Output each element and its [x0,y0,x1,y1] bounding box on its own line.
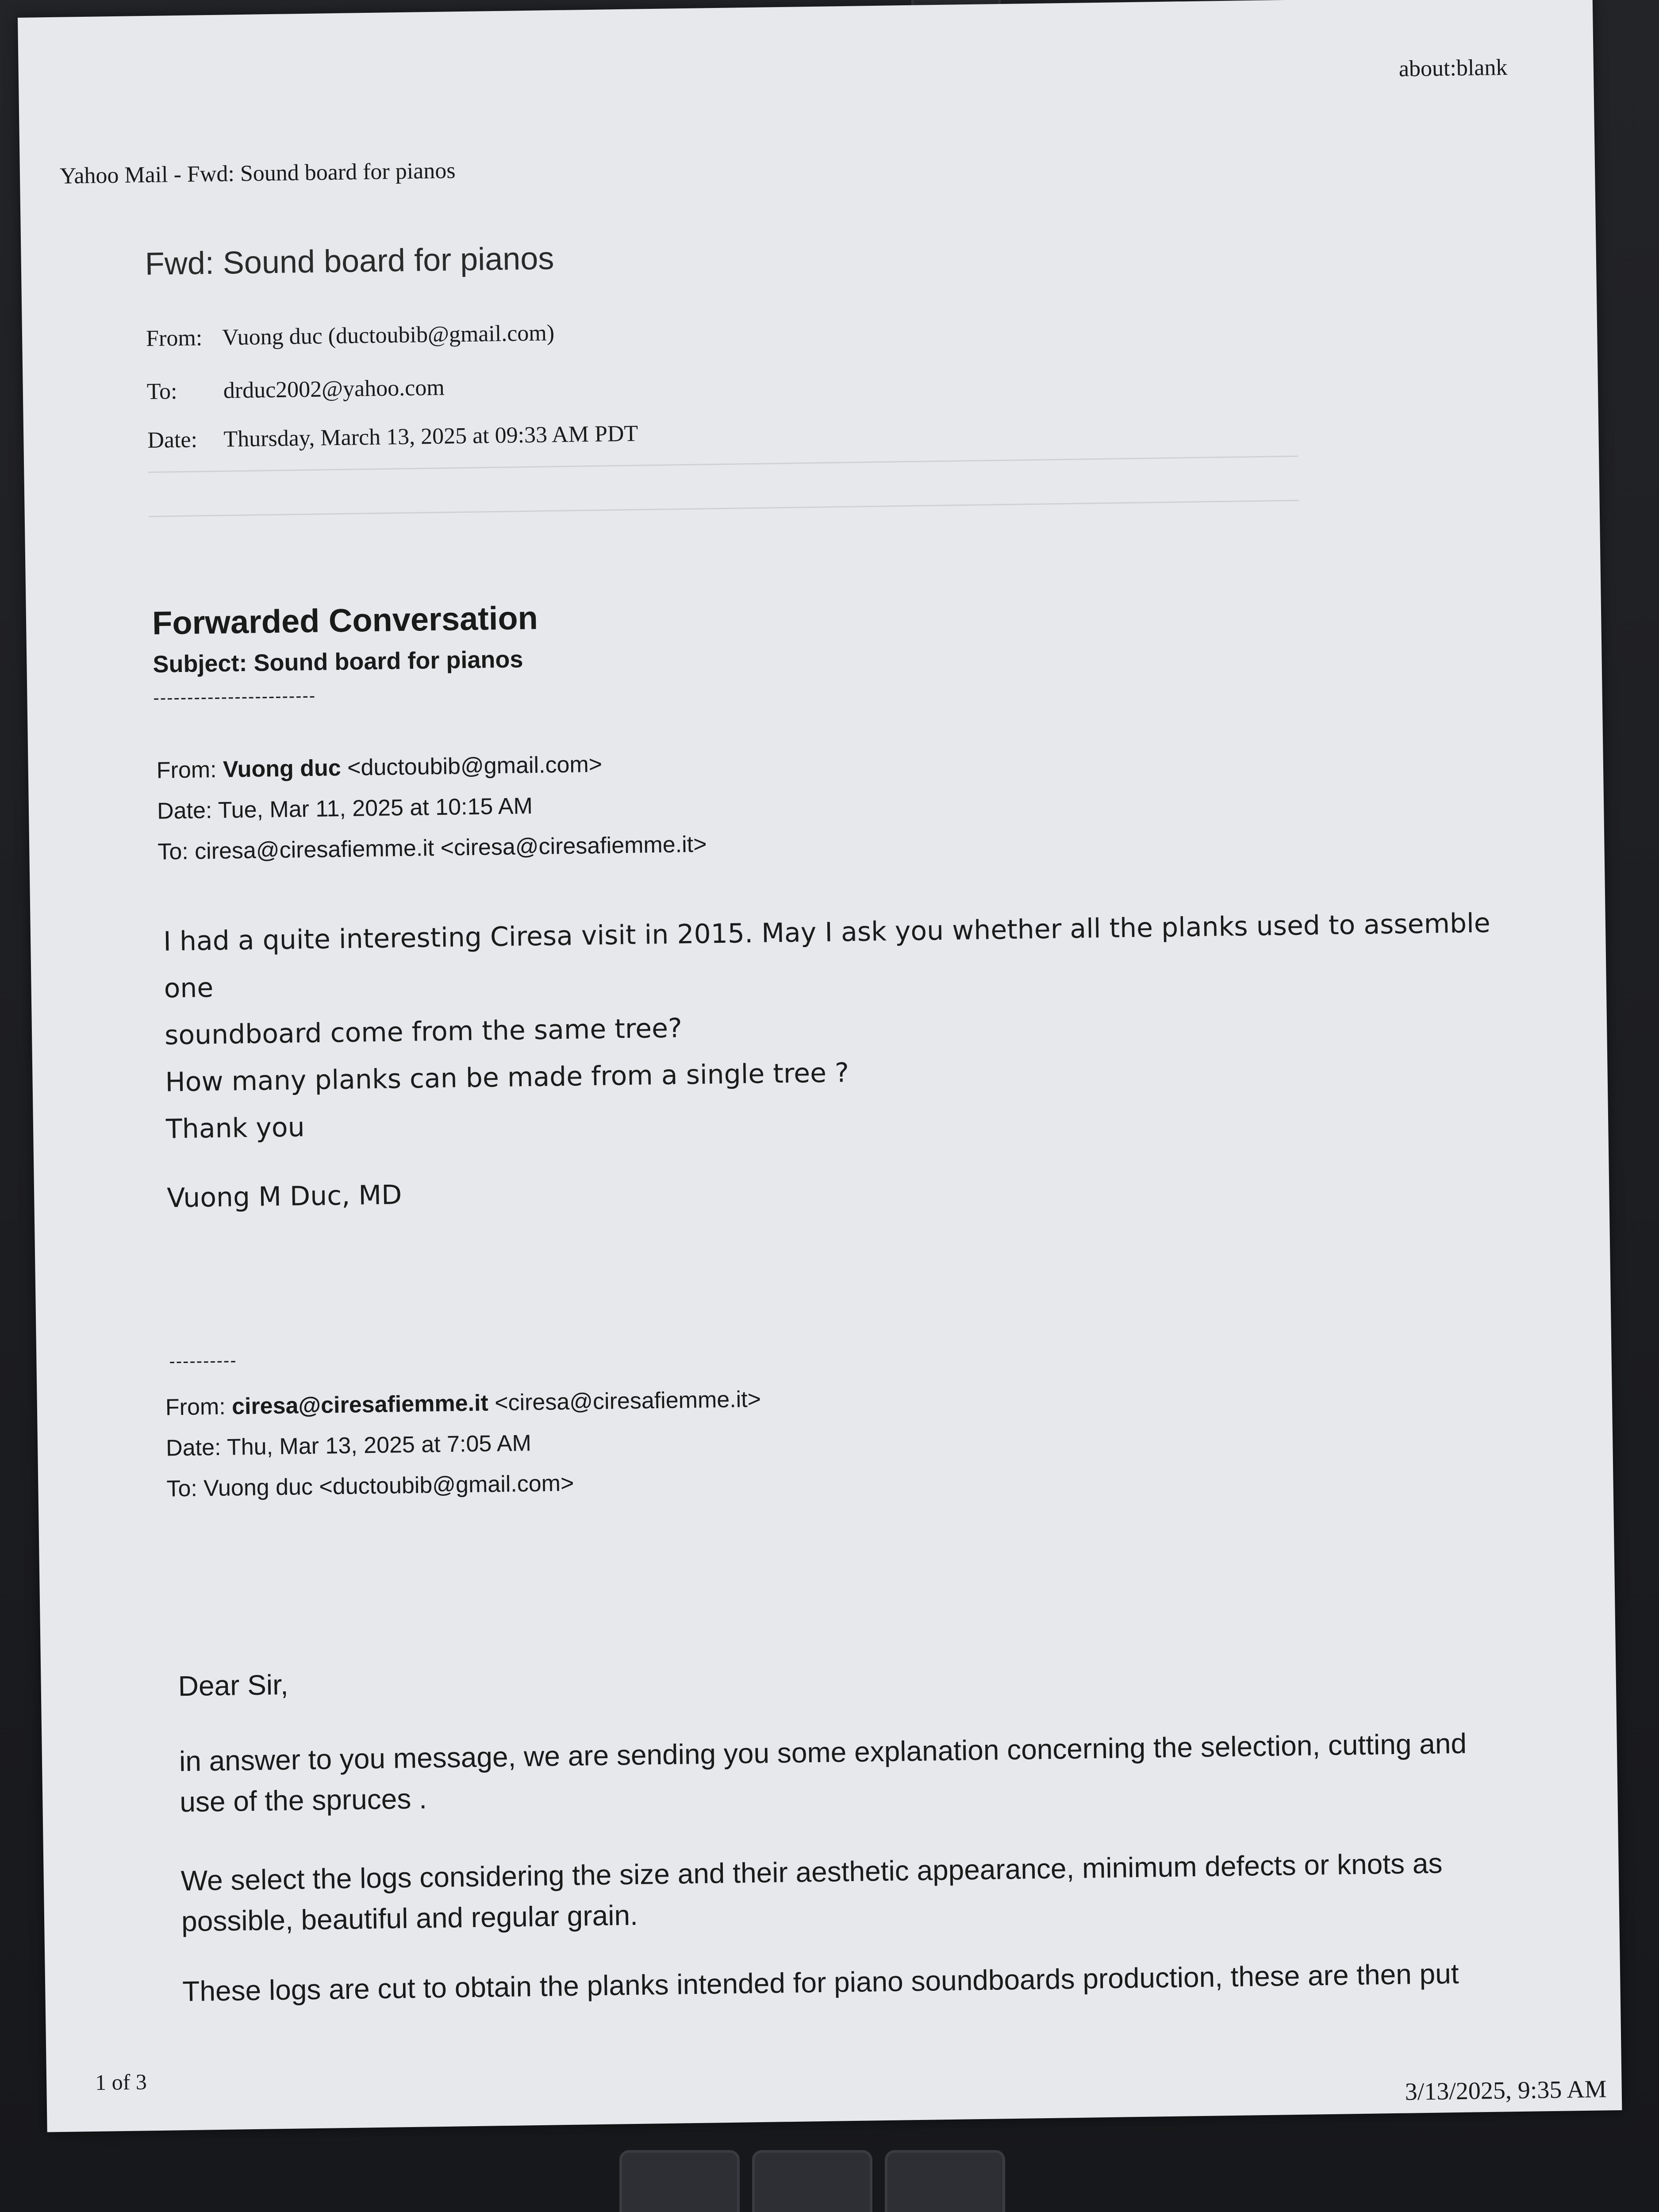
email-subject: Fwd: Sound board for pianos [145,241,554,282]
date-value: Thursday, March 13, 2025 at 09:33 AM PDT [223,421,638,452]
message1-line: I had a quite interesting Ciresa visit in 2015. May I ask you whether all the planks used to assemble one [163,907,1491,1004]
message2-sender-name: ciresa@ciresafiemme.it [231,1390,489,1420]
message1-line: soundboard come from the same tree? [164,1013,683,1051]
message2-from [165,1379,761,1428]
to-label: To: [146,379,177,405]
message1-to: To: ciresa@ciresafiemme.it <ciresa@ciresafiemme.it> [157,831,707,865]
message2-paragraph [179,1722,1507,1822]
paragraph-line: use of the spruces . [179,1782,427,1818]
message2-sender-address: <ciresa@ciresafiemme.it> [488,1386,761,1416]
from-value: Vuong duc (ductoubib@gmail.com) [222,320,555,350]
from-prefix: From: [156,757,223,783]
forwarded-subject: Subject: Sound board for pianos [153,646,523,678]
page-number: 1 of 3 [95,2069,147,2095]
message1-meta [156,742,707,872]
message2-paragraph [182,1952,1510,2012]
message2-date: Date: Thu, Mar 13, 2025 at 7:05 AM [165,1430,532,1461]
paragraph-line: We select the logs considering the size and their aesthetic appearance, minimum defects or knots as [180,1847,1443,1897]
header-divider [148,456,1298,473]
paragraph-line: in answer to you message, we are sending you some explanation concerning the selection, cutting and [179,1727,1467,1778]
separator-dashes: ---------- [169,1351,237,1371]
separator-dashes: ------------------------ [153,686,316,708]
date-label: Date: [147,427,198,453]
message1-line: Thank you [165,1112,305,1145]
message2-greeting: Dear Sir, [178,1668,289,1702]
keyboard-key [885,2150,1005,2212]
message2-paragraph [180,1842,1509,1942]
message1-line: How many planks can be made from a single tree ? [165,1057,849,1098]
message1-body [163,899,1515,1153]
to-value: drduc2002@yahoo.com [223,375,445,403]
forwarded-heading: Forwarded Conversation [152,599,538,641]
message1-signature: Vuong M Duc, MD [166,1179,402,1214]
message1-sender-name: Vuong duc [223,755,342,783]
email-date-row [147,421,638,453]
paragraph-line: possible, beautiful and regular grain. [181,1899,638,1938]
message2-meta [165,1379,762,1509]
message2-to: To: Vuong duc <ductoubib@gmail.com> [166,1470,574,1502]
from-prefix: From: [165,1394,232,1421]
paragraph-line: These logs are cut to obtain the planks intended for piano soundboards production, these are then put [182,1957,1459,2008]
message1-date: Date: Tue, Mar 11, 2025 at 10:15 AM [157,793,533,824]
print-header-url: about:blank [1398,54,1508,82]
print-header-title: Yahoo Mail - Fwd: Sound board for pianos [59,158,456,189]
print-timestamp: 3/13/2025, 9:35 AM [1405,2075,1607,2106]
keyboard-key [619,2150,740,2212]
keyboard-key [752,2150,872,2212]
message1-from [156,742,706,791]
from-label: From: [146,325,203,352]
email-from-row [146,320,555,352]
email-to-row [146,375,445,405]
header-divider [149,500,1299,517]
message1-sender-address: <ductoubib@gmail.com> [341,751,603,781]
printed-email-page [18,0,1622,2132]
